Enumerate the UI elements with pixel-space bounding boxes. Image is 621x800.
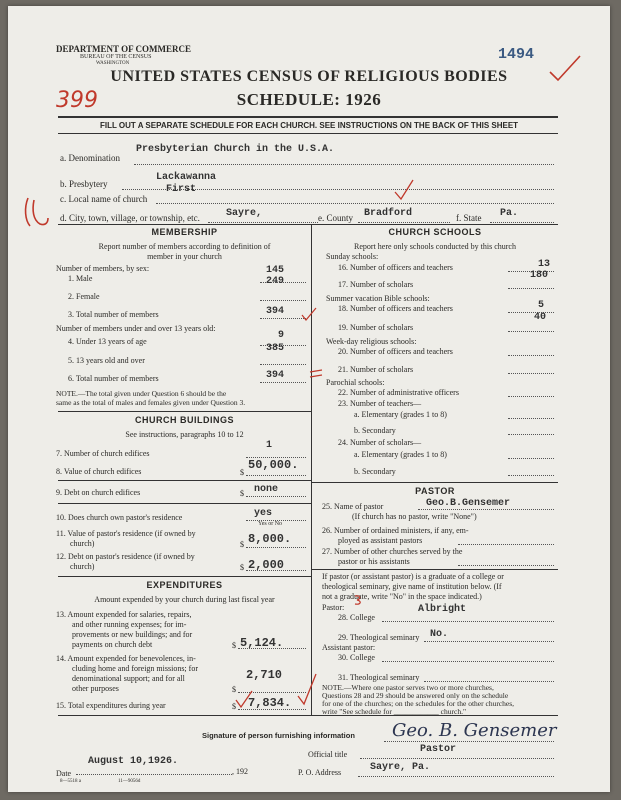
fill-line: [76, 774, 232, 775]
q13-label: 13. Amount expended for salaries, repairs,: [56, 610, 192, 619]
membership-intro: member in your church: [147, 252, 222, 261]
q20-label: 20. Number of officers and teachers: [338, 347, 453, 356]
fill-line: [360, 758, 554, 759]
q14-value: 2,710: [246, 668, 283, 682]
fill-line: [246, 496, 306, 497]
rule: [58, 116, 558, 118]
column-divider: [311, 224, 312, 716]
q1-label: 1. Male: [68, 274, 93, 283]
fill-line: [382, 621, 554, 622]
q21-label: 21. Number of scholars: [338, 365, 414, 374]
q24-label: 24. Number of scholars—: [338, 438, 422, 447]
summer-label: Summer vacation Bible schools:: [326, 294, 430, 303]
q13-value: 5,124.: [240, 636, 284, 650]
schools-heading: CHURCH SCHOOLS: [388, 227, 482, 237]
q28-label: 28. College: [338, 613, 375, 622]
rule: [311, 482, 558, 483]
pastor-heading: PASTOR: [415, 486, 455, 496]
rule: [58, 503, 311, 504]
red-check-icon: [393, 178, 415, 202]
date-value: August 10,1926.: [88, 756, 179, 767]
local-name-label: c. Local name of church: [60, 194, 148, 204]
q9-label: 9. Debt on church edifices: [56, 488, 141, 497]
fill-line: [260, 382, 306, 383]
q6-label: 6. Total number of members: [68, 374, 159, 383]
fill-line: [508, 418, 554, 419]
fill-line: [246, 475, 306, 476]
red-handwritten-mark: [22, 194, 52, 232]
fill-line: [358, 776, 554, 777]
fill-line: [458, 544, 554, 545]
membership-heading: MEMBERSHIP: [151, 227, 218, 237]
form-number: 8—5518 a: [60, 779, 81, 784]
denomination-label: a. Denomination: [60, 153, 120, 163]
fill-line: [238, 709, 306, 710]
dollar-sign: $: [240, 563, 244, 572]
q14-label-cont: cluding home and foreign missions; for: [72, 664, 198, 673]
signature: Geo. B. Gensemer: [392, 720, 557, 741]
city-label: d. City, town, village, or township, etc.: [60, 213, 200, 223]
q25-label: 25. Name of pastor: [322, 502, 384, 511]
county-value: Bradford: [364, 208, 413, 219]
form-title: UNITED STATES CENSUS OF RELIGIOUS BODIES: [110, 68, 508, 85]
fill-line: [384, 741, 554, 742]
fill-line: [134, 164, 554, 165]
pastor-note: write "See schedule for ____________ church.": [322, 707, 467, 716]
q3-value: 394: [266, 306, 285, 317]
q4-value: 9: [278, 330, 285, 341]
q23b-label: b. Secondary: [354, 426, 396, 435]
fill-line: [508, 355, 554, 356]
yes-or-no-hint: Yes or No: [258, 521, 283, 527]
q7-value: 1: [266, 440, 273, 451]
q6-value: 394: [266, 370, 285, 381]
q13-label-cont: payments on church debt: [72, 640, 153, 649]
q9-value: none: [254, 484, 279, 495]
q10-label: 10. Does church own pastor's residence: [56, 513, 183, 522]
q25-hint: (If church has no pastor, write "None"): [352, 512, 477, 521]
fill-line: [424, 641, 554, 642]
q17-value: 180: [530, 270, 549, 281]
address-value: Sayre, Pa.: [370, 762, 431, 773]
graduate-note: If pastor (or assistant pastor) is a graduate of a college or: [322, 572, 504, 581]
schools-intro: Report here only schools conducted by this church: [354, 242, 516, 251]
city-label: WASHINGTON: [96, 61, 130, 66]
q24b-label: b. Secondary: [354, 467, 396, 476]
q26-label-cont: ployed as assistant pastors: [338, 536, 423, 545]
q18-value: 5: [538, 300, 545, 311]
buildings-heading: CHURCH BUILDINGS: [135, 415, 234, 425]
q12-label-cont: church): [70, 562, 95, 571]
q24a-label: a. Elementary (grades 1 to 8): [354, 450, 447, 459]
rule: [58, 715, 558, 716]
q8-label: 8. Value of church edifices: [56, 467, 142, 476]
q28-value: Albright: [418, 604, 467, 615]
expenditures-intro: Amount expended by your church during last fiscal year: [94, 595, 275, 604]
q14-label-cont: denominational support; and for all: [72, 674, 185, 683]
title-value: Pastor: [420, 744, 457, 755]
dollar-sign: $: [240, 540, 244, 549]
q25-value: Geo.B.Gensemer: [426, 498, 511, 509]
fill-line: [508, 312, 554, 313]
fill-line: [508, 331, 554, 332]
graduate-note: not a graduate, write "No" in the space indicated.): [322, 592, 482, 601]
fill-line: [508, 475, 554, 476]
membership-note: NOTE.—The total given under Question 6 should be the: [56, 389, 227, 398]
assistant-sublabel: Assistant pastor:: [322, 643, 376, 652]
county-label: e. County: [318, 213, 353, 223]
q3-label: 3. Total number of members: [68, 310, 159, 319]
date-label: Date: [56, 769, 72, 778]
red-check-icon: [296, 672, 318, 706]
fill-line: [260, 300, 306, 301]
presbytery-value: Lackawanna: [156, 172, 217, 183]
q11-value: 8,000.: [248, 532, 292, 546]
q29-value: No.: [430, 629, 449, 640]
rule: [58, 224, 558, 225]
rule: [58, 480, 311, 481]
red-equal-mark: [308, 368, 324, 380]
fill-line: [458, 565, 554, 566]
dollar-sign: $: [232, 685, 236, 694]
local-name-value: First: [166, 184, 197, 195]
q19-label: 19. Number of scholars: [338, 323, 414, 332]
q10-value: yes: [254, 508, 273, 519]
fill-line: [508, 396, 554, 397]
pastor-note: Questions 28 and 29 should be answered only on the schedule: [322, 691, 509, 700]
schedule-title: SCHEDULE: 1926: [236, 90, 382, 109]
q31-label: 31. Theological seminary: [338, 673, 420, 682]
q11-label: 11. Value of pastor's residence (if owned by: [56, 529, 196, 538]
dollar-sign: $: [240, 489, 244, 498]
pastor-note: NOTE.—Where one pastor serves two or more churches,: [322, 683, 494, 692]
instruction-line: FILL OUT A SEPARATE SCHEDULE FOR EACH CHURCH. SEE INSTRUCTIONS ON THE BACK OF THIS SHEET: [99, 121, 519, 130]
presbytery-label: b. Presbytery: [60, 179, 108, 189]
q27-label: 27. Number of other churches served by the: [322, 547, 463, 556]
red-check-icon: [300, 306, 318, 322]
membership-note: same as the total of males and females given under Question 3.: [56, 398, 246, 407]
q19-value: 40: [534, 312, 547, 323]
q23a-label: a. Elementary (grades 1 to 8): [354, 410, 447, 419]
q23-label: 23. Number of teachers—: [338, 399, 422, 408]
q15-label: 15. Total expenditures during year: [56, 701, 166, 710]
buildings-intro: See instructions, paragraphs 10 to 12: [125, 430, 244, 439]
rule: [58, 576, 311, 577]
red-handwritten-mark: [353, 594, 363, 606]
expenditures-heading: EXPENDITURES: [146, 580, 223, 590]
dollar-sign: $: [240, 468, 244, 477]
state-value: Pa.: [500, 208, 519, 219]
q2-label: 2. Female: [68, 292, 100, 301]
pastor-sublabel: Pastor:: [322, 603, 345, 612]
form-number-2: 11—9056d: [118, 779, 141, 784]
q5-value: 385: [266, 343, 285, 354]
fill-line: [490, 222, 554, 223]
membership-intro: Report number of members according to definition of: [98, 242, 271, 251]
q8-value: 50,000.: [248, 458, 299, 472]
q29-label: 29. Theological seminary: [338, 633, 420, 642]
city-value: Sayre,: [226, 208, 263, 219]
q7-label: 7. Number of church edifices: [56, 449, 150, 458]
fill-line: [508, 458, 554, 459]
age-label: Number of members under and over 13 years old:: [56, 324, 216, 333]
q2-value: 249: [266, 276, 285, 287]
fill-line: [156, 203, 554, 204]
title-label: Official title: [308, 750, 348, 759]
fill-line: [208, 222, 318, 223]
year-suffix: , 192: [232, 767, 248, 776]
q26-label: 26. Number of ordained ministers, if any, em-: [322, 526, 469, 535]
fill-line: [382, 661, 554, 662]
q1-value: 145: [266, 265, 285, 276]
fill-line: [424, 681, 554, 682]
q4-label: 4. Under 13 years of age: [68, 337, 147, 346]
q16-value: 13: [538, 259, 551, 270]
graduate-note: theological seminary, give name of institution below. (If: [322, 582, 502, 591]
q13-label-cont: provements or new buildings; and for: [72, 630, 193, 639]
fill-line: [418, 509, 554, 510]
dollar-sign: $: [232, 641, 236, 650]
rule: [58, 411, 311, 412]
sex-label: Number of members, by sex:: [56, 264, 150, 273]
rule: [58, 133, 558, 134]
red-handwritten-number: 399: [56, 88, 98, 113]
fill-line: [508, 373, 554, 374]
fill-line: [238, 648, 306, 649]
fill-line: [508, 434, 554, 435]
q13-label-cont: and other running expenses; for im-: [72, 620, 187, 629]
fill-line: [358, 222, 450, 223]
q11-label-cont: church): [70, 539, 95, 548]
rule: [311, 569, 558, 570]
q14-label: 14. Amount expended for benevolences, in-: [56, 654, 196, 663]
q12-value: 2,000: [248, 558, 285, 572]
q16-label: 16. Number of officers and teachers: [338, 263, 453, 272]
fill-line: [246, 547, 306, 548]
fill-line: [260, 364, 306, 365]
q30-label: 30. College: [338, 653, 375, 662]
q12-label: 12. Debt on pastor's residence (if owned by: [56, 552, 195, 561]
stamp-number: 1494: [498, 46, 535, 63]
red-check-icon: [234, 689, 254, 709]
q17-label: 17. Number of scholars: [338, 280, 414, 289]
signature-label: Signature of person furnishing information: [202, 731, 355, 740]
dollar-sign: $: [232, 702, 236, 711]
q5-label: 5. 13 years old and over: [68, 356, 145, 365]
pastor-note: for one of the churches; on the schedules for the other churches,: [322, 699, 515, 708]
q18-label: 18. Number of officers and teachers: [338, 304, 453, 313]
address-label: P. O. Address: [298, 768, 342, 777]
fill-line: [508, 288, 554, 289]
department-label: DEPARTMENT OF COMMERCE: [56, 44, 192, 54]
sunday-label: Sunday schools:: [326, 252, 379, 261]
weekday-label: Week-day religious schools:: [326, 337, 417, 346]
q22-label: 22. Number of administrative officers: [338, 388, 459, 397]
denomination-value: Presbyterian Church in the U.S.A.: [136, 144, 335, 155]
q27-label-cont: pastor or his assistants: [338, 557, 410, 566]
state-label: f. State: [456, 213, 482, 223]
parochial-label: Parochial schools:: [326, 378, 385, 387]
fill-line: [246, 570, 306, 571]
census-schedule-sheet: [8, 6, 610, 792]
q15-value: 7,834.: [248, 696, 292, 710]
q14-label-cont: other purposes: [72, 684, 119, 693]
bureau-label: BUREAU OF THE CENSUS: [80, 54, 152, 60]
